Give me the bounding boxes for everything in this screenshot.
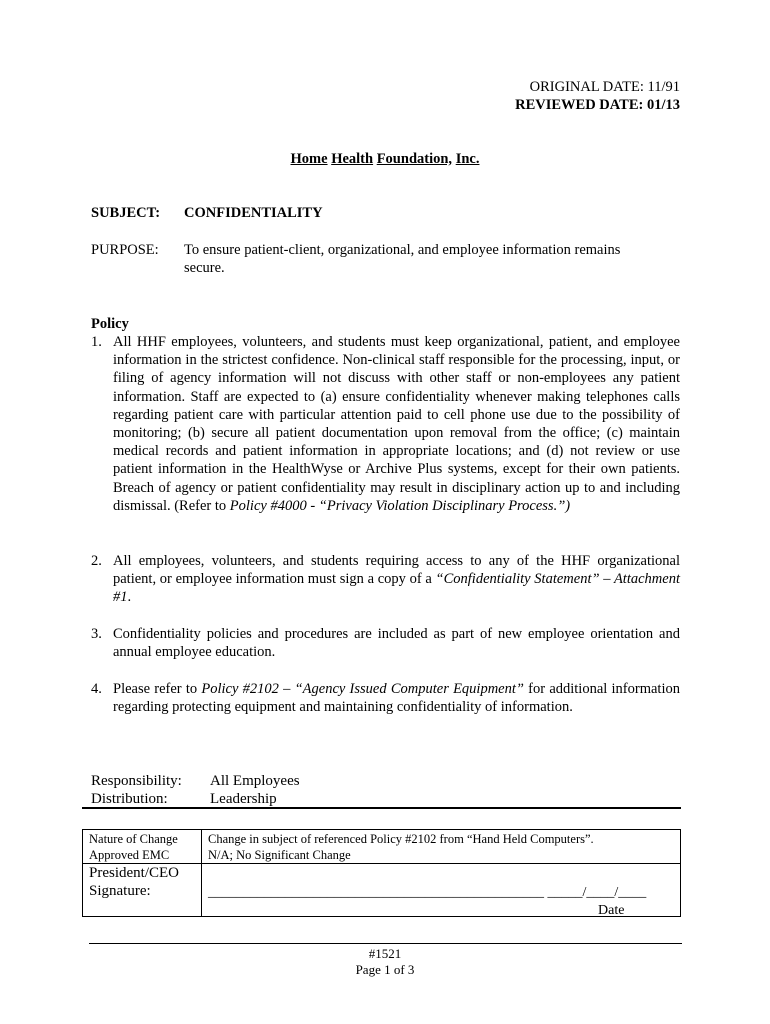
item-text: Confidentiality policies and procedures are included as part of new employee orientation and annual employee education.: [113, 626, 680, 661]
responsibility-block: [91, 772, 300, 808]
organization-name: [0, 150, 770, 168]
subject-label: SUBJECT:: [91, 205, 161, 221]
item-number: 1.: [91, 334, 102, 350]
approved-value: N/A; No Significant Change: [202, 847, 681, 864]
revision-history-table: [82, 829, 681, 917]
policy-item: [91, 333, 680, 515]
approved-label: Approved EMC: [83, 847, 202, 864]
purpose-value: To ensure patient-client, organizational, and employee information remains secure.: [184, 242, 621, 277]
table-row: [83, 847, 681, 864]
purpose-label: PURPOSE:: [91, 242, 159, 258]
page-number: Page 1 of 3: [355, 962, 415, 977]
footer-divider: [89, 943, 682, 944]
policy-heading: Policy: [91, 316, 129, 332]
date-label: Date: [598, 903, 625, 918]
signature-label: President/CEO Signature:: [83, 864, 202, 917]
page-footer: [0, 946, 770, 978]
org-word: Home: [290, 151, 328, 167]
table-row: [83, 830, 681, 848]
signature-field: [202, 864, 681, 917]
document-number: #1521: [368, 946, 402, 961]
org-word: Inc.: [455, 151, 480, 167]
item-text: All employees, volunteers, and students requiring access to any of the HHF organizational patient, or employee information must sign a copy of a “Confidentiality Statement” – Attachment #1.: [113, 553, 680, 606]
distribution-value: Leadership: [210, 791, 277, 807]
item-number: 3.: [91, 626, 102, 642]
org-word: Foundation,: [376, 151, 453, 167]
item-text: Please refer to Policy #2102 – “Agency Issued Computer Equipment” for additional information regarding protecting equipment and maintaining confidentiality of information.: [113, 681, 680, 716]
document-dates: [515, 78, 680, 114]
policy-item: [91, 552, 680, 607]
signature-line: ________________________________________________ _____/____/____: [208, 885, 647, 900]
subject-value: CONFIDENTIALITY: [184, 205, 323, 221]
reviewed-date: REVIEWED DATE: 01/13: [515, 97, 680, 113]
responsibility-label: Responsibility:: [91, 773, 182, 789]
nature-of-change-value: Change in subject of referenced Policy #2102 from “Hand Held Computers”.: [202, 830, 681, 848]
responsibility-value: All Employees: [210, 773, 300, 789]
policy-item: [91, 680, 680, 716]
nature-of-change-label: Nature of Change: [83, 830, 202, 848]
item-text: All HHF employees, volunteers, and students must keep organizational, patient, and employee information in the strictest confidence. Non-clinical staff responsible for the processing, input, or filing of agency information will not discuss with other staff or non-employees any patient information. Staff are expected to (a) ensure confidentiality whenever making telephones calls regarding patient care with particular attention paid to cell phone use due to the possibility of monitoring; (b) secure all patient documentation upon removal from the office; (c) maintain medical records and patient information in appropriate locations; and (d) not review or use patient information in the HealthWyse or Archive Plus systems, except for their own patients. Breach of agency or patient confidentiality may result in disciplinary action up to and including dismissal. (Refer to Policy #4000 - “Privacy Violation Disciplinary Process.”): [113, 334, 680, 514]
item-number: 4.: [91, 681, 102, 697]
policy-item: [91, 625, 680, 661]
org-word: Health: [331, 151, 374, 167]
item-number: 2.: [91, 553, 102, 569]
original-date: ORIGINAL DATE: 11/91: [529, 79, 680, 95]
distribution-label: Distribution:: [91, 791, 168, 807]
divider: [82, 807, 681, 809]
table-row: [83, 864, 681, 917]
